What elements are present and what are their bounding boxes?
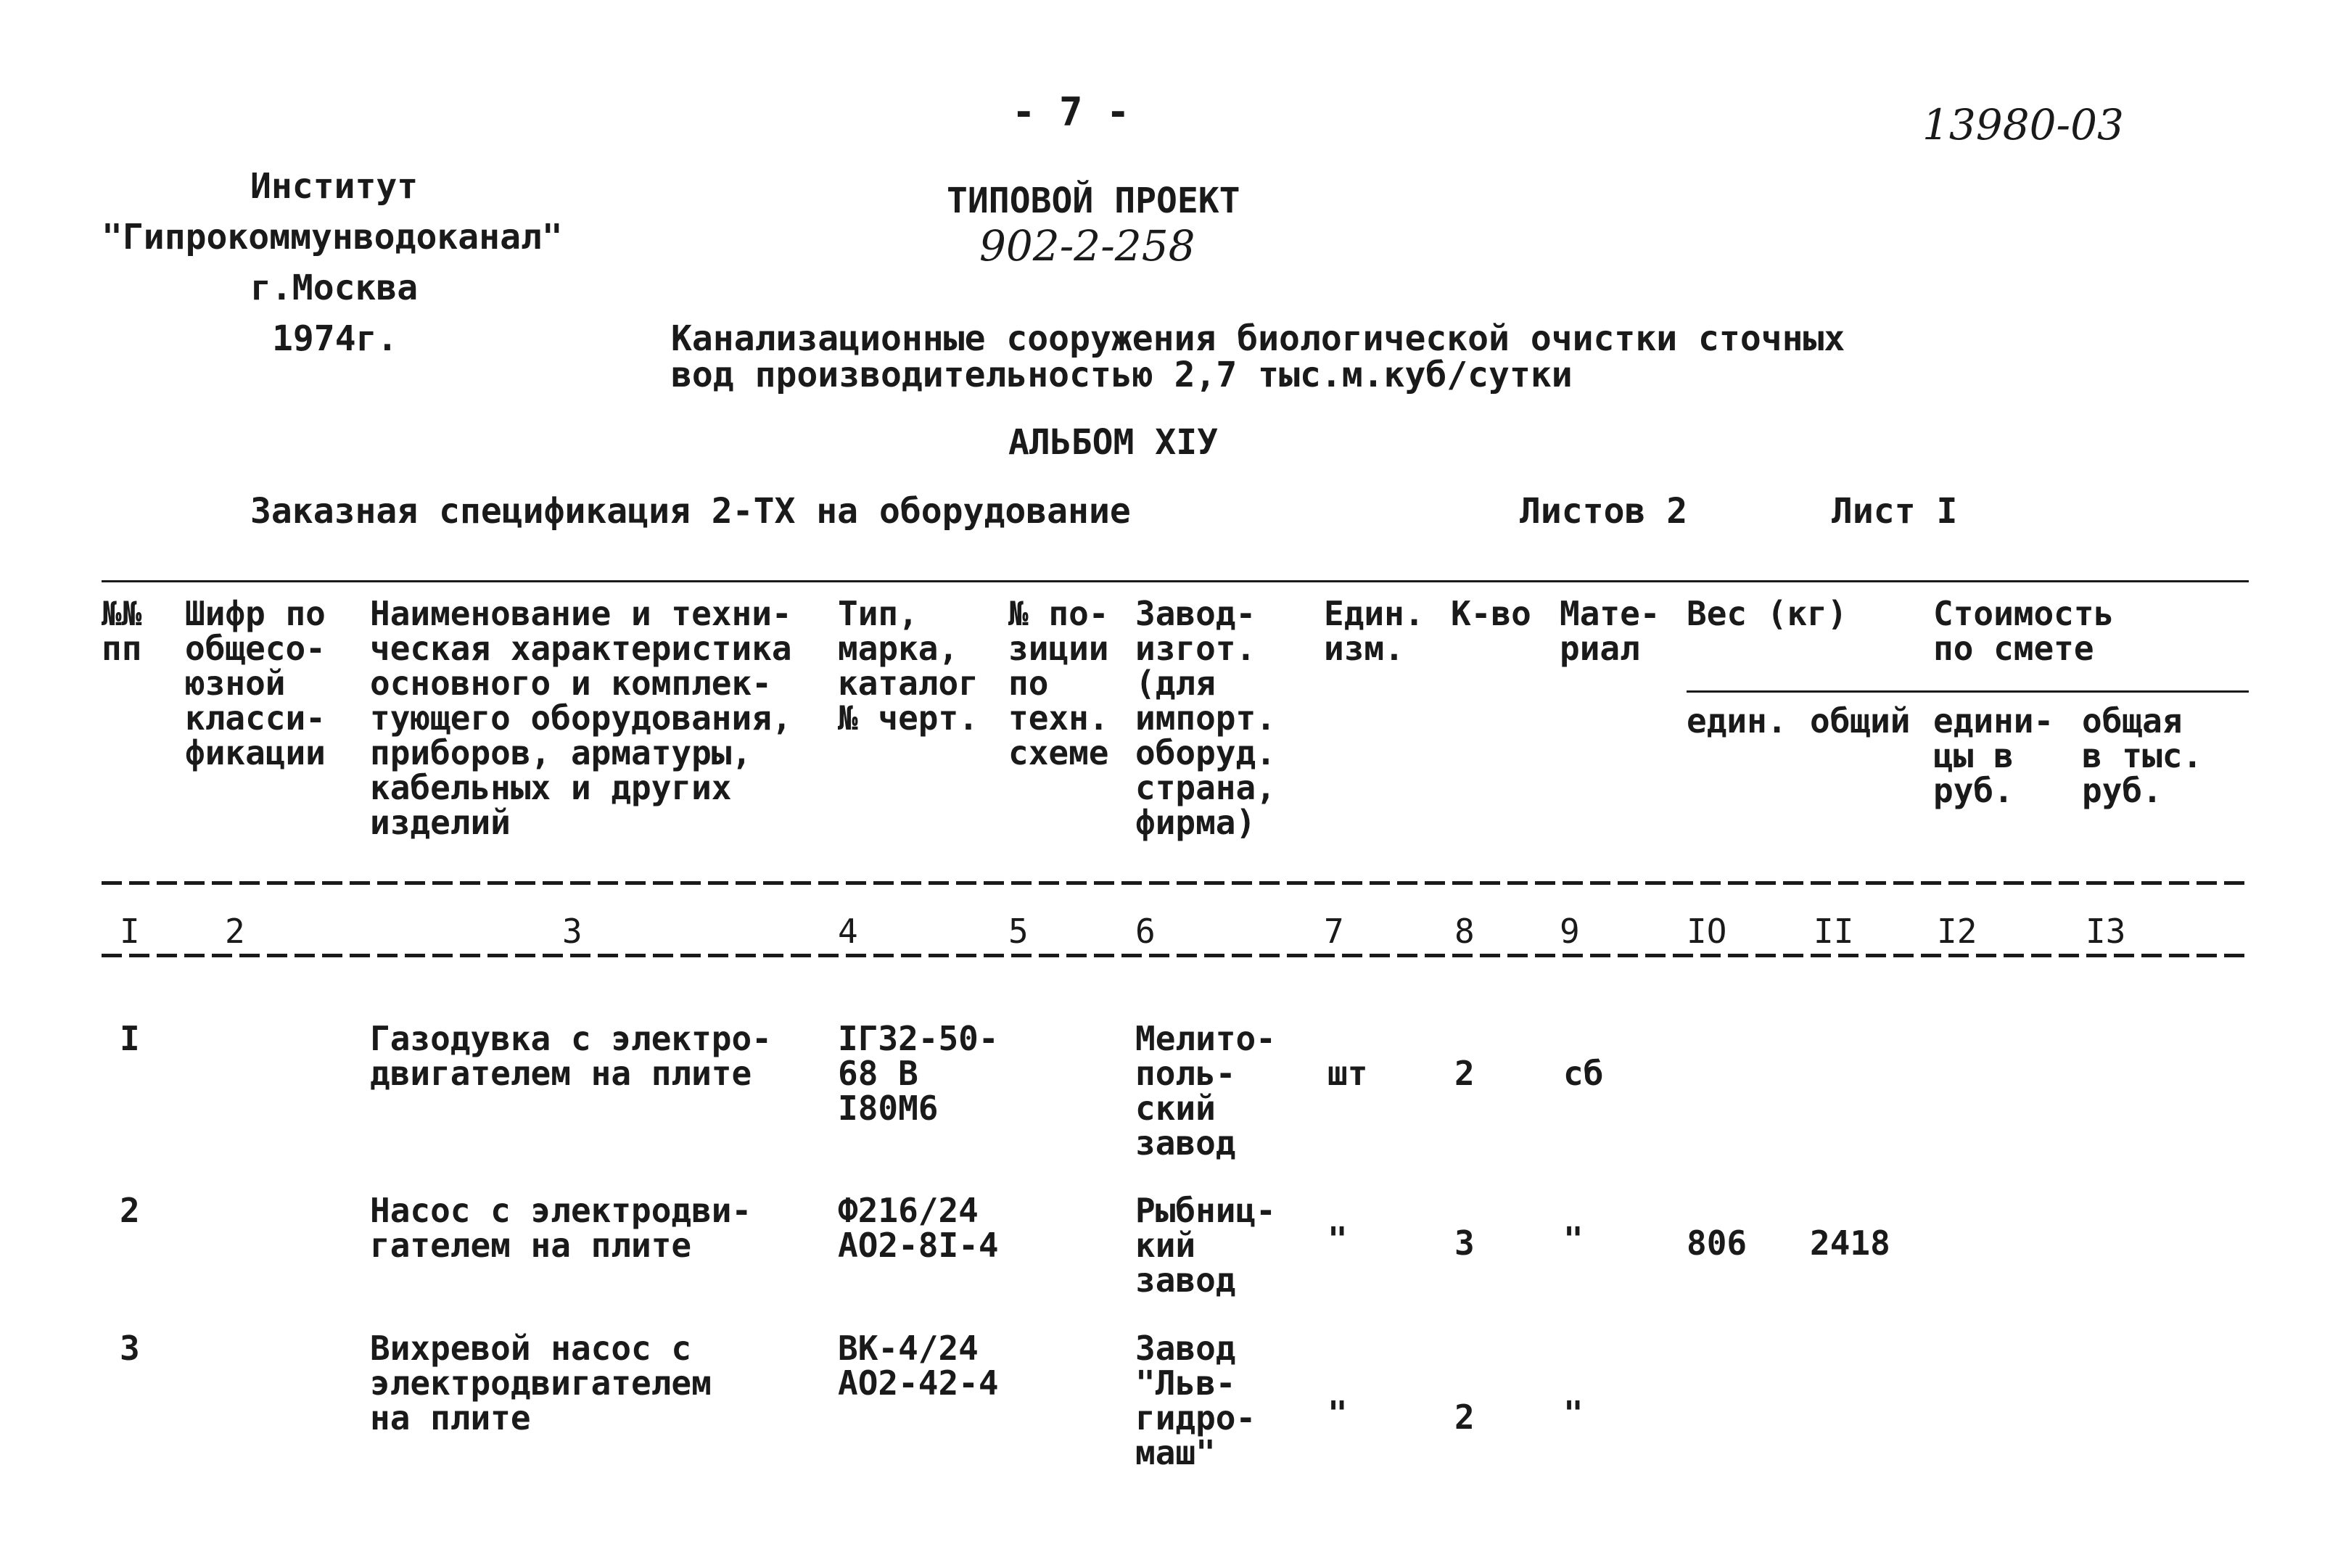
- subheader-rule: [1687, 690, 2249, 693]
- header-cost-total: общая в тыс. руб.: [2082, 701, 2203, 810]
- item-unit: ": [1327, 1394, 1348, 1433]
- header-item-name: Наименование и техни- ческая характеристика основного и комплек- тующего оборудования, приборов, арматуры, кабельных и других изделий: [370, 594, 792, 842]
- item-manufacturer: Мелито- поль- ский завод: [1135, 1019, 1276, 1163]
- item-quantity: 2: [1454, 1054, 1475, 1093]
- column-numbers-rule: [102, 954, 2249, 957]
- col-number: 8: [1454, 912, 1475, 951]
- header-type-mark: Тип, марка, каталог № черт.: [838, 594, 979, 738]
- item-quantity: 3: [1454, 1224, 1475, 1263]
- item-name: Насос с электродви- гателем на плите: [370, 1191, 752, 1265]
- project-label: ТИПОВОЙ ПРОЕКТ: [947, 181, 1240, 221]
- institute-name: "Гипрокоммунводоканал": [102, 217, 563, 257]
- header-row-number: №№ пп: [102, 594, 142, 668]
- item-manufacturer: Рыбниц- кий завод: [1135, 1191, 1276, 1300]
- col-number: 7: [1324, 912, 1344, 951]
- row-number: 3: [120, 1329, 140, 1368]
- col-number: I: [120, 912, 140, 951]
- header-weight-total: общий: [1810, 701, 1911, 740]
- header-material: Мате- риал: [1560, 594, 1660, 668]
- item-type: IГ32-50- 68 В I80M6: [838, 1019, 999, 1128]
- col-number: I3: [2086, 912, 2126, 951]
- institute-year: 1974г.: [272, 318, 398, 359]
- item-type: ВК-4/24 АО2-42-4: [838, 1329, 999, 1403]
- item-material: ": [1563, 1394, 1584, 1433]
- institute-city: г.Москва: [250, 268, 419, 308]
- header-unit: Един. изм.: [1324, 594, 1425, 668]
- project-number: 902-2-258: [979, 221, 1195, 271]
- item-type: Ф216/24 АО2-8I-4: [838, 1191, 999, 1265]
- col-number: IO: [1687, 912, 1727, 951]
- item-weight-total: 2418: [1810, 1224, 1890, 1263]
- item-quantity: 2: [1454, 1398, 1475, 1437]
- col-number: 5: [1008, 912, 1029, 951]
- sheet-current: Лист I: [1832, 491, 1958, 532]
- header-manufacturer: Завод- изгот. (для импорт. оборуд. страна, фирма): [1135, 594, 1276, 842]
- spec-title: Заказная спецификация 2-ТХ на оборудование: [250, 491, 1131, 532]
- document-code: 13980-03: [1922, 100, 2124, 149]
- header-bottom-rule: [102, 881, 2249, 885]
- row-number: I: [120, 1019, 140, 1058]
- col-number: 4: [838, 912, 858, 951]
- col-number: 2: [225, 912, 245, 951]
- header-position: № по- зиции по техн. схеме: [1008, 594, 1109, 772]
- header-weight: Вес (кг): [1687, 594, 1848, 633]
- item-material: ": [1563, 1220, 1584, 1259]
- item-manufacturer: Завод "Льв- гидро- маш": [1135, 1329, 1256, 1472]
- project-title-line-1: Канализационные сооружения биологической очистки сточных: [671, 318, 1845, 359]
- item-unit: шт: [1327, 1054, 1368, 1093]
- header-classification-code: Шифр по общесо- юзной класси- фикации: [185, 594, 326, 772]
- item-material: сб: [1563, 1054, 1604, 1093]
- header-quantity: К-во: [1451, 594, 1531, 633]
- item-name: Газодувка с электро- двигателем на плите: [370, 1019, 772, 1093]
- table-top-rule: [102, 580, 2249, 582]
- sheets-total: Листов 2: [1520, 491, 1688, 532]
- col-number: 3: [562, 912, 582, 951]
- item-weight-unit: 806: [1687, 1224, 1748, 1263]
- project-title-line-2: вод производительностью 2,7 тыс.м.куб/сутки: [671, 355, 1573, 395]
- page-number: - 7 -: [1012, 89, 1130, 135]
- header-cost-unit: едини- цы в руб.: [1933, 701, 2054, 810]
- item-name: Вихревой насос с электродвигателем на плите: [370, 1329, 712, 1437]
- header-weight-unit: един.: [1687, 701, 1787, 740]
- album-label: АЛЬБОМ XIУ: [1008, 422, 1218, 463]
- institute-label: Институт: [250, 166, 419, 207]
- col-number: I2: [1937, 912, 1977, 951]
- row-number: 2: [120, 1191, 140, 1230]
- item-unit: ": [1327, 1220, 1348, 1259]
- col-number: 9: [1560, 912, 1580, 951]
- header-cost: Стоимость по смете: [1933, 594, 2115, 668]
- col-number: II: [1814, 912, 1854, 951]
- col-number: 6: [1135, 912, 1156, 951]
